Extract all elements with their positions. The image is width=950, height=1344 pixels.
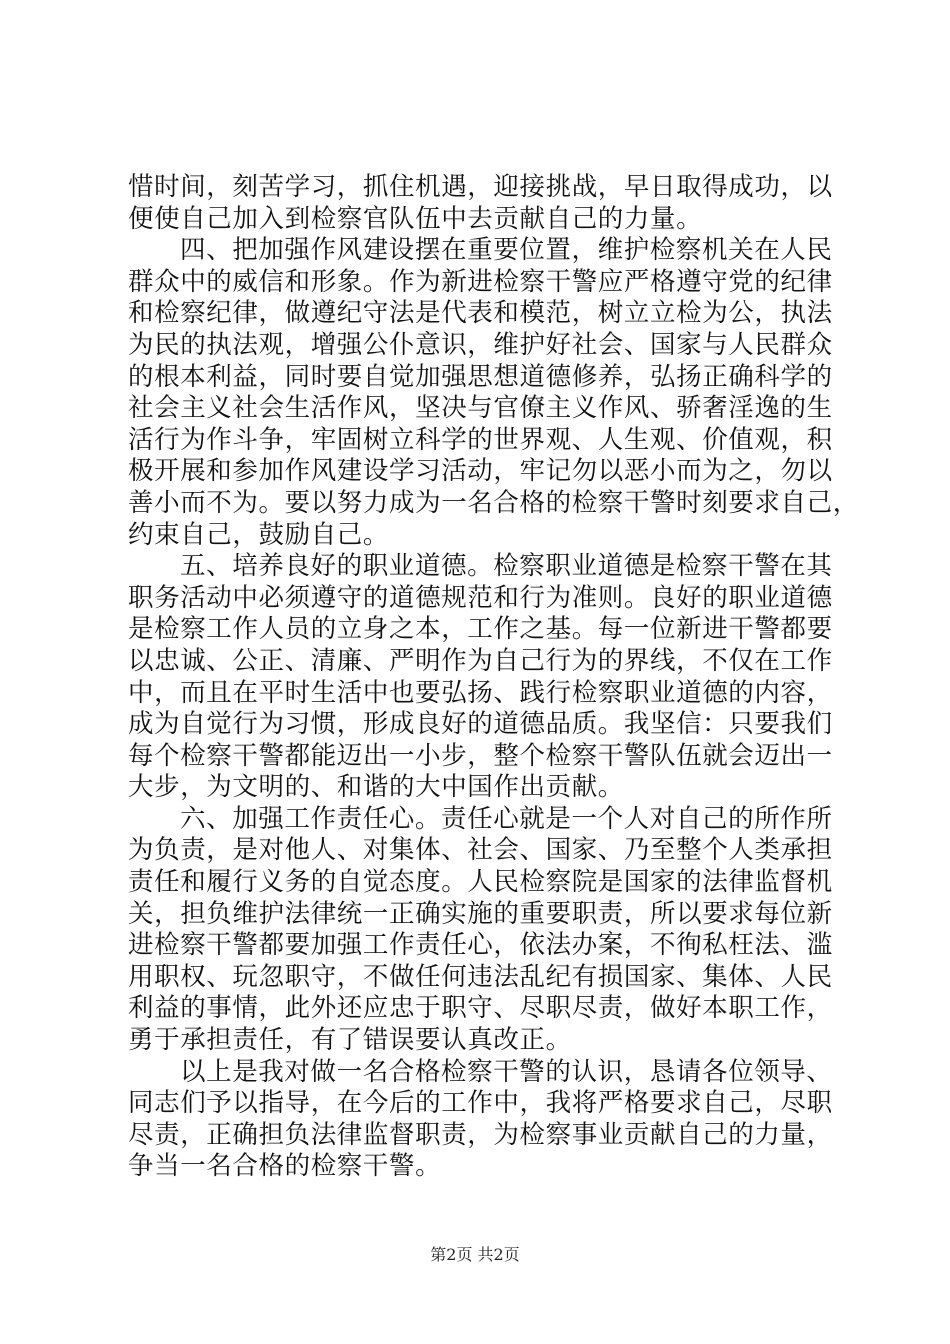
text-line: 职务活动中必须遵守的道德规范和行为准则。良好的职业道德 — [128, 582, 833, 613]
text-line: 大步，为文明的、和谐的大中国作出贡献。 — [128, 772, 624, 803]
text-line: 群众中的威信和形象。作为新进检察干警应严格遵守党的纪律 — [128, 266, 833, 297]
text-line: 勇于承担责任，有了错误要认真改正。 — [128, 1025, 572, 1056]
text-line: 利益的事情，此外还应忠于职守、尽职尽责，做好本职工作， — [128, 993, 833, 1024]
text-line: 争当一名合格的检察干警。 — [128, 1151, 442, 1182]
text-line: 和检察纪律，做遵纪守法是代表和模范，树立立检为公，执法 — [128, 298, 833, 329]
text-line: 中，而且在平时生活中也要弘扬、践行检察职业道德的内容， — [128, 677, 833, 708]
text-line: 责任和履行义务的自觉态度。人民检察院是国家的法律监督机 — [128, 867, 833, 898]
text-line: 每个检察干警都能迈出一小步，整个检察干警队伍就会迈出一 — [128, 740, 833, 771]
text-line: 关，担负维护法律统一正确实施的重要职责，所以要求每位新 — [128, 898, 833, 929]
paragraph-first-line: 六、加强工作责任心。责任心就是一个人对自己的所作所 — [180, 803, 833, 834]
text-line: 是检察工作人员的立身之本，工作之基。每一位新进干警都要 — [128, 614, 833, 645]
text-line: 以忠诚、公正、清廉、严明作为自己行为的界线，不仅在工作 — [128, 645, 833, 676]
text-line: 的根本利益，同时要自觉加强思想道德修养，弘扬正确科学的 — [128, 361, 833, 392]
page-footer: 第2页 共2页 — [430, 1245, 520, 1264]
text-line: 用职权、玩忽职守，不做任何违法乱纪有损国家、集体、人民 — [128, 961, 833, 992]
text-line: 为负责，是对他人、对集体、社会、国家、乃至整个人类承担 — [128, 835, 833, 866]
text-line: 约束自己，鼓励自己。 — [128, 519, 390, 550]
text-line: 为民的执法观，增强公仆意识，维护好社会、国家与人民群众 — [128, 329, 833, 360]
text-line: 社会主义社会生活作风，坚决与官僚主义作风、骄奢淫逸的生 — [128, 393, 833, 424]
paragraph-first-line: 五、培养良好的职业道德。检察职业道德是检察干警在其 — [180, 551, 833, 582]
text-line: 善小而不为。要以努力成为一名合格的检察干警时刻要求自己， — [128, 487, 859, 518]
text-line: 极开展和参加作风建设学习活动，牢记勿以恶小而为之，勿以 — [128, 456, 833, 487]
text-line: 便使自己加入到检察官队伍中去贡献自己的力量。 — [128, 203, 703, 234]
text-line: 惜时间，刻苦学习，抓住机遇，迎接挑战，早日取得成功，以 — [128, 172, 833, 202]
text-line: 活行为作斗争，牢固树立科学的世界观、人生观、价值观，积 — [128, 424, 833, 455]
text-line: 成为自觉行为习惯，形成良好的道德品质。我坚信：只要我们 — [128, 709, 833, 740]
text-line: 进检察干警都要加强工作责任心，依法办案，不徇私枉法、滥 — [128, 930, 833, 961]
document-body — [128, 172, 859, 1183]
paragraph-first-line: 以上是我对做一名合格检察干警的认识，恳请各位领导、 — [180, 1056, 833, 1087]
text-line: 尽责，正确担负法律监督职责，为检察事业贡献自己的力量， — [128, 1119, 833, 1150]
paragraph-first-line: 四、把加强作风建设摆在重要位置，维护检察机关在人民 — [180, 235, 833, 266]
text-line: 同志们予以指导，在今后的工作中，我将严格要求自己，尽职 — [128, 1088, 833, 1119]
